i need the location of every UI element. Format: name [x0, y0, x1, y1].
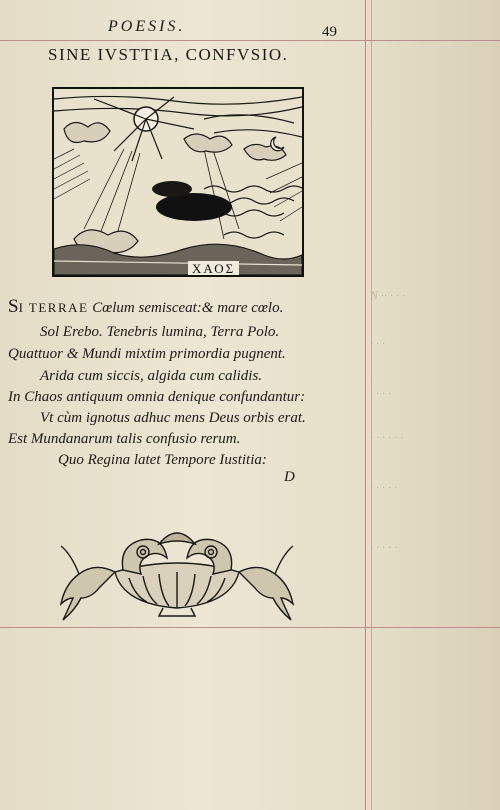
show-through: N ·· · · · [370, 288, 406, 302]
margin-rule [365, 0, 366, 810]
tailpiece-ornament [55, 522, 300, 622]
chaos-label: ΧΑΟΣ [188, 261, 239, 277]
head-rule [0, 40, 500, 41]
verse-line-7: Est Mundanarum talis confusio rerum. [8, 431, 241, 447]
small-caps-words: I TERRAE [18, 300, 89, 315]
running-head: POESIS. [108, 18, 186, 35]
initial-capital: S [8, 296, 19, 317]
verse-line-2: Sol Erebo. Tenebris lumina, Terra Polo. [40, 324, 280, 340]
verse-text: Cœlum semisceat:& mare cœlo. [88, 300, 284, 316]
verse-line-1 [8, 297, 283, 318]
foot-rule [0, 627, 500, 628]
catchword: D [284, 469, 295, 485]
verse-line-6: Vt cùm ignotus adhuc mens Deus orbis erat. [40, 410, 306, 426]
emblem-motto: SINE IVSTTIA, CONFVSIO. [48, 45, 289, 64]
verse-line-4: Arida cum siccis, algida cum calidis. [40, 368, 263, 384]
book-page: N ·· · · · · · · · · · · · · · · · · · · · · · · · · · · POESIS. 49 SINE IVSTTIA, CONFVSIO. ΧΑΟΣ SI TERRAE Cœlum semisceat:& mare cœlo. Sol Erebo. Tenebris lumina, Terra Polo. Quattuor & Mundi mixtim primordia pugnent. Arida cum siccis, algida cum calidis. In Chaos antiquum omnia denique confundantur: Vt cùm ignotus adhuc mens Deus orbis erat. Est Mundanarum talis confusio rerum. Quo Regina latet Tempore Iustitia: D [0, 0, 500, 810]
verse-line-5: In Chaos antiquum omnia denique confundantur: [8, 389, 306, 405]
chaos-woodcut [52, 87, 304, 277]
woodcut-engraving [54, 89, 302, 275]
page-number: 49 [322, 24, 337, 40]
verse-line-3: Quattuor & Mundi mixtim primordia pugnent. [8, 346, 286, 362]
margin-rule-inner [371, 0, 372, 810]
verse-line-8: Quo Regina latet Tempore Iustitia: [58, 452, 267, 468]
